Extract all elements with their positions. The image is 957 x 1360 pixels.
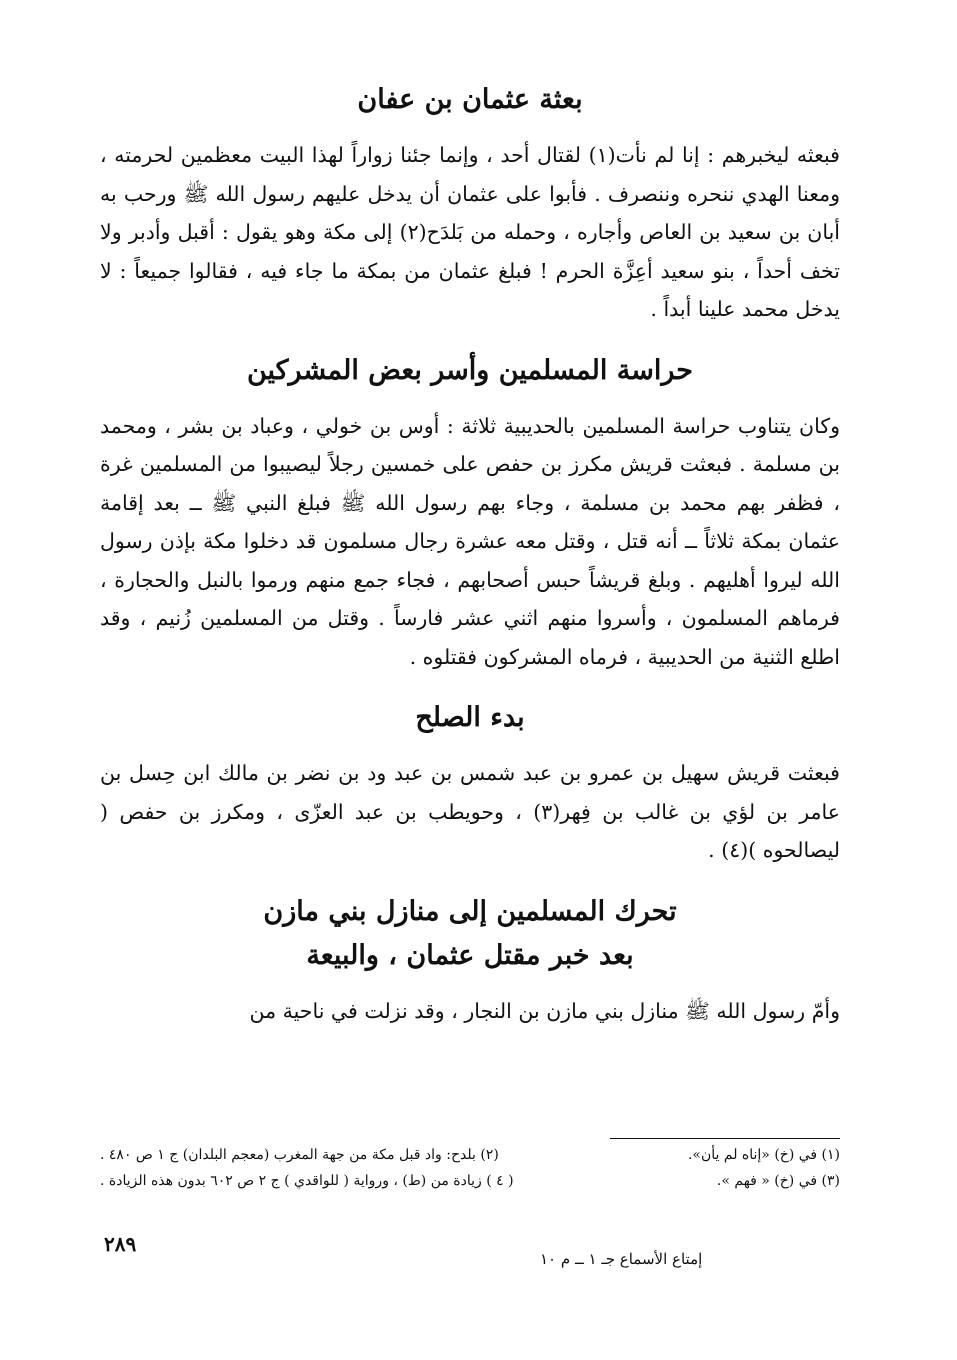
footnote-row [100,1142,840,1168]
footnote-divider [610,1138,840,1139]
section-heading-movement-line1: تحرك المسلمين إلى منازل بني مازن [263,895,677,927]
footnote-3: (٣) في (خ) « فهم ». [716,1173,840,1189]
footnotes [100,1142,840,1194]
section-heading-truce-start: بدء الصلح [415,702,525,733]
paragraph-guarding: وكان يتناوب حراسة المسلمين بالحديبية ثلاثة : أوس بن خولي ، وعباد بن بشر ، ومحمد بن مسلمة . فبعثت قريش مكرز بن حفص على خمسين رجلاً ليصيبوا من المسلمين غرة ، فظفر بهم محمد بن مسلمة ، وجاء بهم رسول الله ﷺ فبلغ النبي ﷺ ــ بعد إقامة عثمان بمكة ثلاثاً ــ أنه قتل ، وقتل معه عشرة رجال مسلمون قد دخلوا مكة بإذن رسول الله ليروا أهليهم . وبلغ قريشاً حبس أصحابهم ، فجاء جمع منهم ورموا بالنبل والحجارة ، فرماهم المسلمون ، وأسروا منهم اثني عشر فارساً . وقتل من المسلمين زُنيم ، وقد اطلع الثنية من الحديبية ، فرماه المشركون فقتلوه . [100,413,840,669]
footnote-1: (١) في (خ) «إناه لم يأن». [687,1147,840,1163]
paragraph-movement: وأمّ رسول الله ﷺ منازل بني مازن بن النجار ، وقد نزلت في ناحية من [249,998,840,1023]
paragraph-truce-start: فبعثت قريش سهيل بن عمرو بن عبد شمس بن عبد ود بن نضر بن مالك ابن حِسل بن عامر بن لؤي بن غالب بن فِهر(٣) ، وحويطب بن عبد العزّى ، ومكرز بن حفص ( ليصالحوه )(٤) . [100,761,840,862]
page-number: ٢٨٩ [104,1232,137,1256]
section-heading-movement-line2: بعد خبر مقتل عثمان ، والبيعة [306,939,634,971]
running-footer: إمتاع الأسماع جـ ١ ــ م ١٠ [540,1250,703,1268]
section-heading-guarding: حراسة المسلمين وأسر بعض المشركين [246,354,693,386]
section-heading-uthman-mission: بعثة عثمان بن عفان [357,84,583,115]
footnote-row [100,1168,840,1194]
footnote-4: ( ٤ ) زيادة من (ط) ، ورواية ( للواقدي ) ج ٢ ص ٦٠٢ بدون هذه الزيادة . [100,1173,514,1189]
page-body [100,78,840,1030]
paragraph-uthman-mission: فبعثه ليخبرهم : إنا لم نأت(١) لقتال أحد ، وإنما جئنا زواراً لهذا البيت معظمين لحرمته ، ومعنا الهدي ننحره وننصرف . فأبوا على عثمان أن يدخل عليهم رسول الله ﷺ ورحب به أبان بن سعيد بن العاص وأجاره ، وحمله من بَلدَح(٢) إلى مكة وهو يقول : أقبل وأدبر ولا تخف أحداً ، بنو سعيد أعِزَّة الحرم ! فبلغ عثمان من بمكة ما جاء فيه ، فقالوا جميعاً : لا يدخل محمد علينا أبداً . [100,143,840,321]
footnote-2: (٢) بلدح: واد قبل مكة من جهة المغرب (معجم البلدان) ج ١ ص ٤٨٠ . [100,1147,499,1163]
